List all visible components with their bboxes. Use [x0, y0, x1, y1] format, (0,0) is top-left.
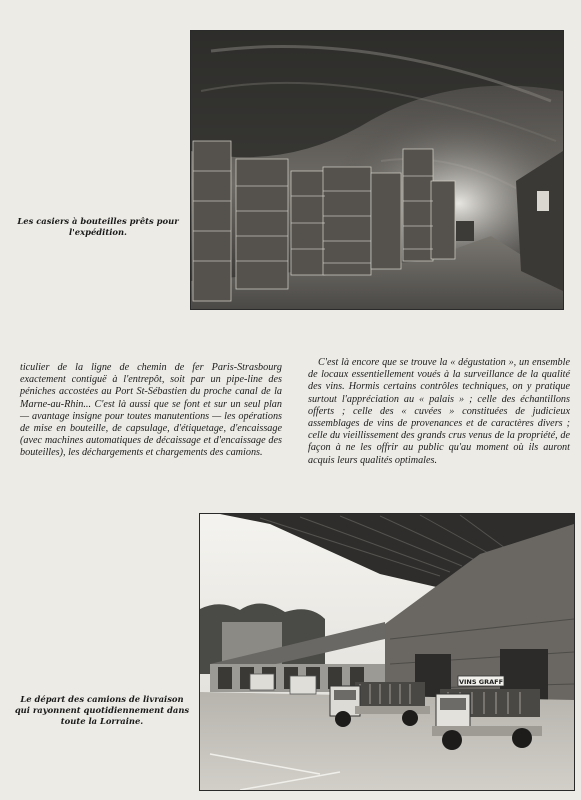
- delivery-trucks-photo: [199, 513, 575, 791]
- truck-sign-label: VINS GRAFF: [458, 678, 504, 686]
- top-photo-caption: Les casiers à bouteilles prêts pour l'expédition.: [17, 216, 179, 237]
- cellar-crates-photo: [190, 30, 564, 310]
- delivery-trucks-illustration: [200, 514, 574, 790]
- bottom-photo-caption: Le départ des camions de livraison qui rayonnent quotidiennement dans toute la Lorraine.: [14, 694, 190, 726]
- body-text-right-column: C'est là encore que se trouve la « dégustation », un ensemble de locaux essentiellement voués à la surveillance de la qualité des vins. Hormis certains contrôles techniques, on y pratique surtout l'appréciation au « palais » ; celle des échantillons offerts ; celle des « cuvées » constituées de judicieux assemblages de vins de provenances et de caractères divers ; celle du vieillissement des grands crus venus de la propriété, de façon à ne les offrir au public qu'au moment où ils auront acquis leurs qualités optimales.: [308, 357, 570, 466]
- body-text-left-column: ticulier de la ligne de chemin de fer Paris-Strasbourg exactement contiguë à l'entrepôt, soit par un pipe-line des péniches accostées au Port St-Sébastien du proche canal de la Marne-au-Rhin... C'est là aussi que se font et sur un seul plan — avantage insigne pour toutes manutentions — les opérations de mise en bouteille, de capsulage, d'étiquetage, d'encaissage (avec machines automatiques de décaissage et d'encaissage des bouteilles), les déchargements et chargements des camions.: [20, 362, 282, 459]
- cellar-crates-illustration: [191, 31, 563, 309]
